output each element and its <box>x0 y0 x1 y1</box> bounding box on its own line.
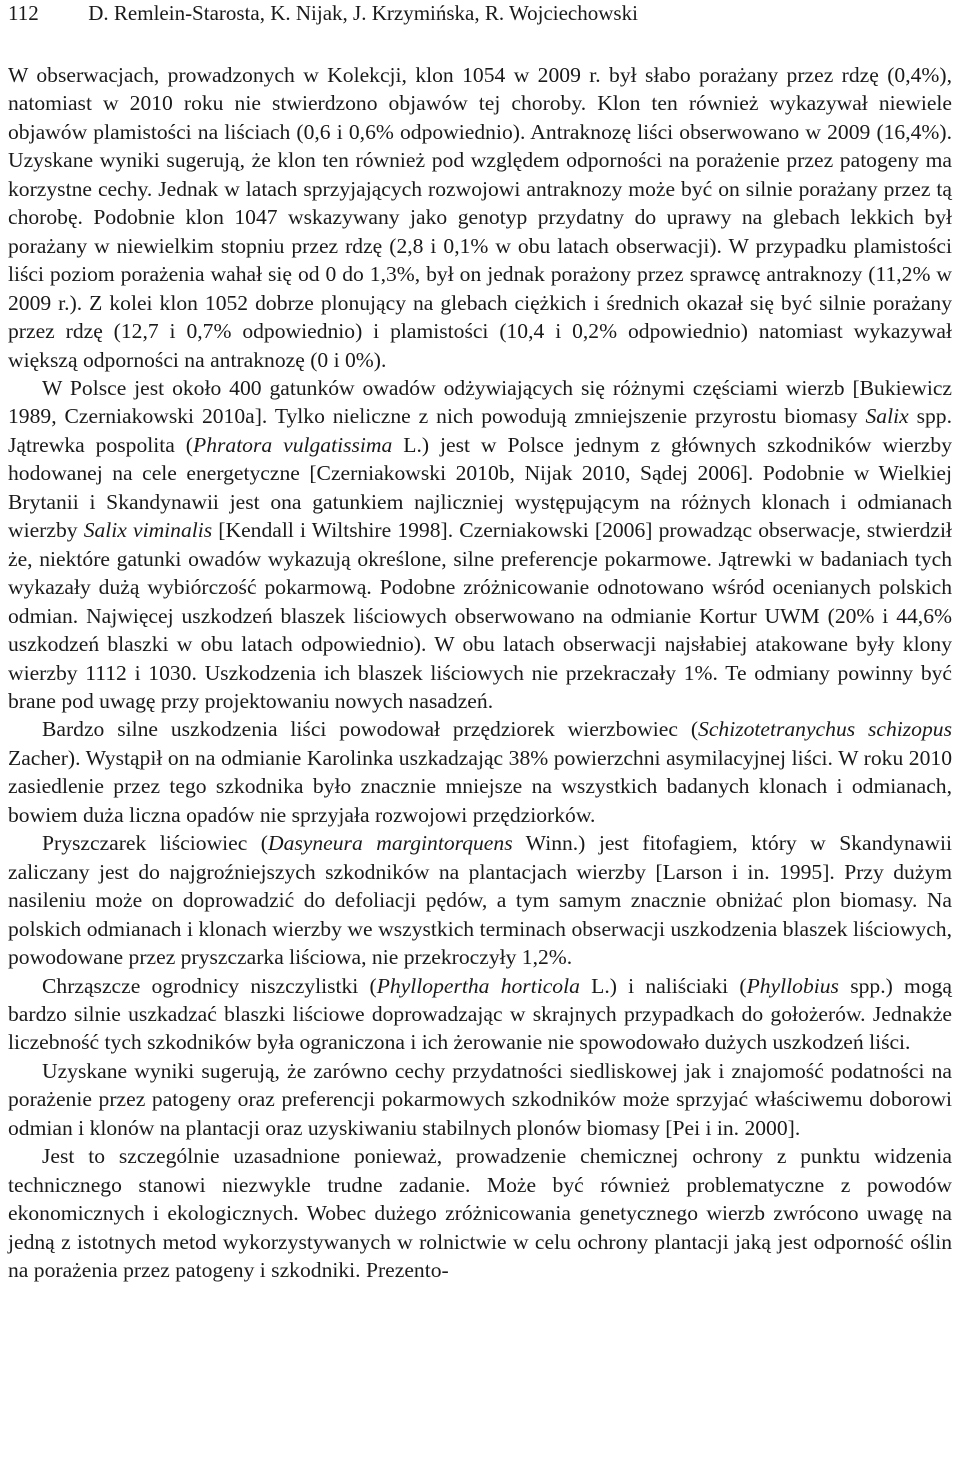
italic-term: Salix viminalis <box>83 518 213 543</box>
body-paragraph <box>8 61 952 374</box>
text-run: Zacher). Wystąpił on na odmianie Karolinka uszkadzając 38% powierzchni asymilacyjnej liści. W roku 2010 zasiedlenie przez tego szkodnika było znacznie mniejsze na wszystkich badanych klonach i odmianach, bowiem duża liczna opadów nie sprzyjała rozwojowi przędziorków. <box>8 745 952 827</box>
text-run: Pryszczarek liściowiec ( <box>42 831 268 856</box>
text-run: spp.) mogą bardzo silnie uszkadzać blaszki liściowe doprowadzając w skrajnych przypadkach do gołożerów. Jednakże liczebność tych szkodników była ograniczona i ich żerowanie nie spowodowało dużych uszkodzeń liści. <box>8 973 952 1055</box>
text-run: Winn.) jest fitofagiem, który w Skandynawii zaliczany jest do najgroźniejszych szkodników na plantacjach wierzby [Larson i in. 1995]. Przy dużym nasileniu może on doprowadzić do defoliacji pędów, a tym samym znacznie obniżać plon biomasy. Na polskich odmianach i klonach wierzby we wszystkich terminach obserwacji uszkodzenia blaszek liściowych, powodowane przez pryszczarka liściowa, nie przekroczyły 1,2%. <box>8 831 952 970</box>
italic-term: Salix <box>865 404 909 429</box>
italic-term: Dasyneura margintorquens <box>268 831 513 856</box>
text-run: spp. Jątrewka pospolita ( <box>8 404 952 457</box>
running-header-authors: D. Remlein-Starosta, K. Nijak, J. Krzymińska, R. Wojciechowski <box>88 1 638 25</box>
italic-term: Phratora vulgatissima <box>193 432 393 457</box>
body-paragraph <box>8 1057 952 1142</box>
body-text <box>8 61 952 1284</box>
text-run: [Kendall i Wiltshire 1998]. Czerniakowski [2006] prowadząc obserwacje, stwierdził że, niektóre gatunki owadów wykazują określone, silne preferencje pokarmowe. Jątrewki w badaniach tych wykazały dużą wybiórczość pokarmową. Podobne zróżnicowanie odnotowano wśród ocenianych polskich odmian. Najwięcej uszkodzeń blaszek liściowych obserwowano na odmianie Kortur UWM (20% i 44,6% uszkodzeń blaszki w obu latach odpowiednio). W obu latach obserwacji najsłabiej atakowane były klony wierzby 1112 i 1030. Uszkodzenia ich blaszek liściowych nie przekraczały 1%. Te odmiany powinny być brane pod uwagę przy projektowaniu nowych nasadzeń. <box>8 518 953 713</box>
text-run: Chrząszcze ogrodnicy niszczylistki ( <box>42 973 377 998</box>
body-paragraph <box>8 374 952 715</box>
italic-term: Schizotetranychus schizopus <box>698 717 952 742</box>
page-number: 112 <box>8 1 39 25</box>
italic-term: Phyllobius <box>746 973 839 998</box>
running-header <box>8 0 952 40</box>
text-run: L.) i naliściaki ( <box>579 973 747 998</box>
body-paragraph <box>8 972 952 1057</box>
document-page <box>8 0 952 1284</box>
text-run: Uzyskane wyniki sugerują, że zarówno cechy przydatności siedliskowej jak i znajomość podatności na porażenie przez patogeny oraz preferencji pokarmowych szkodników może sprzyjać właściwemu doborowi odmian i klonów na plantacji oraz uzyskiwaniu stabilnych plonów biomasy [Pei i in. 2000]. <box>8 1058 952 1140</box>
text-run: Bardzo silne uszkodzenia liści powodował przędziorek wierzbowiec ( <box>42 717 699 742</box>
body-paragraph <box>8 1142 952 1284</box>
body-paragraph <box>8 715 952 829</box>
text-run: W obserwacjach, prowadzonych w Kolekcji, klon 1054 w 2009 r. był słabo porażany przez rdzę (0,4%), natomiast w 2010 roku nie stwierdzono objawów tej choroby. Klon ten również wykazywał niewiele objawów plamistości na liściach (0,6 i 0,6% odpowiednio). Antraknozę liści obserwowano w 2009 (16,4%). Uzyskane wyniki sugerują, że klon ten również pod względem odporności na porażenie przez patogeny ma korzystne cechy. Jednak w latach sprzyjających rozwojowi antraknozy może być on silnie porażany przez tą chorobę. Podobnie klon 1047 wskazywany jako genotyp przydatny do uprawy na glebach lekkich był porażany w niewielkim stopniu przez rdzę (2,8 i 0,1% w obu latach obserwacji). W przypadku plamistości liści poziom porażenia wahał się od 0 do 1,3%, był on jednak porażony przez sprawcę antraknozy (11,2% w 2009 r.). Z kolei klon 1052 dobrze plonujący na glebach ciężkich i średnich okazał się być silnie porażany przez rdzę (12,7 i 0,7% odpowiednio) i plamistości (10,4 i 0,2% odpowiednio) natomiast wykazywał większą odporności na antraknozę (0 i 0%). <box>8 63 952 372</box>
text-run: L.) jest w Polsce jednym z głównych szkodników wierzby hodowanej na cele energetyczne [Czerniakowski 2010b, Nijak 2010, Sądej 2006]. Podobnie w Wielkiej Brytanii i Skandynawii jest ona gatunkiem najliczniej występującym na różnych klonach i odmianach wierzby <box>8 432 952 543</box>
italic-term: Phyllopertha horticola <box>376 973 580 998</box>
text-run: W Polsce jest około 400 gatunków owadów odżywiających się różnymi częściami wierzb [Bukiewicz 1989, Czerniakowski 2010a]. Tylko nieliczne z nich powodują zmniejszenie przyrostu biomasy <box>8 375 952 429</box>
text-run: Jest to szczególnie uzasadnione ponieważ, prowadzenie chemicznej ochrony z punktu widzenia technicznego stanowi niezwykle trudne zadanie. Może być również problematyczne z powodów ekonomicznych i ekologicznych. Wobec dużego zróżnicowania genetycznego wierzb zwrócono uwagę na jedną z istotnych metod wykorzystywanych w rolnictwie w celu ochrony plantacji jaką jest odporność oślin na porażenia przez patogeny i szkodniki. Prezento- <box>8 1144 952 1283</box>
body-paragraph <box>8 829 952 971</box>
